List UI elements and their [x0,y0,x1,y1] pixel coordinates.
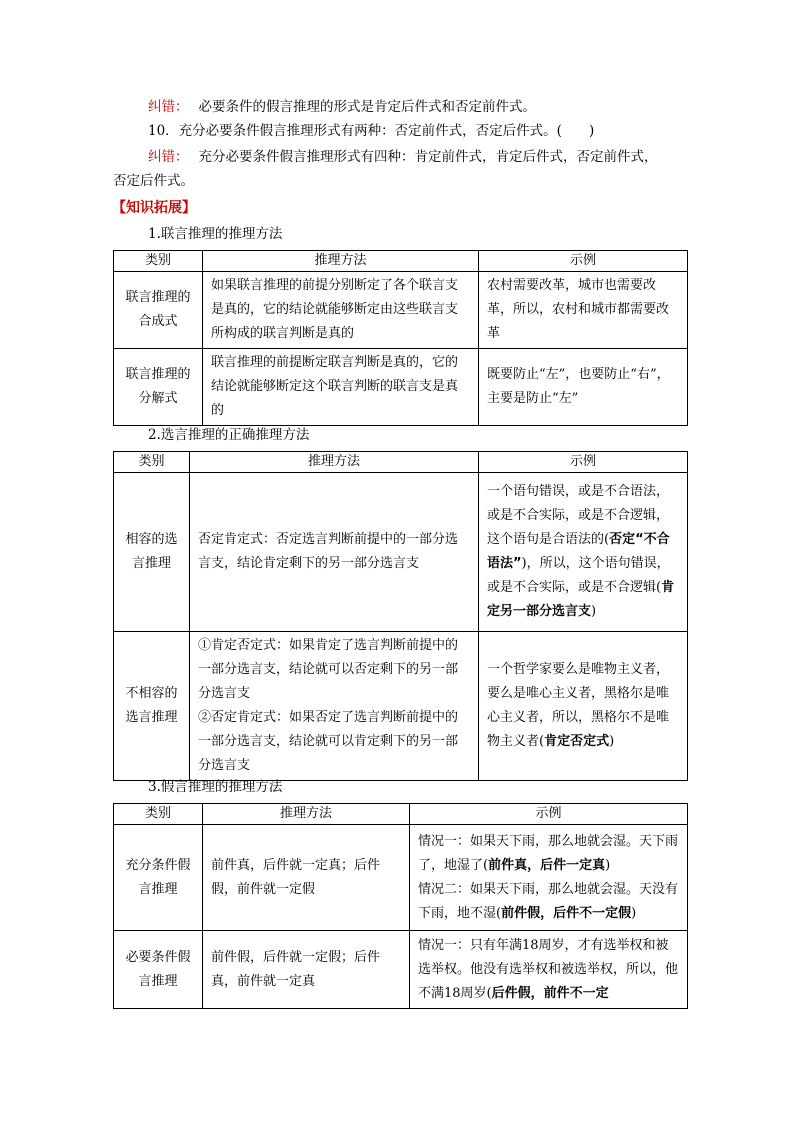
table-row [114,931,688,1009]
correction-text: 充分必要条件假言推理形式有四种：肯定前件式，肯定后件式，否定前件式， [198,149,658,165]
example-text: ) [631,905,637,921]
example-text: 情况一：如果天下雨，那么地就会湿。天下雨了，地湿了( [418,833,679,873]
example-cell [410,825,688,931]
section-heading: 【知识拓展】 [112,200,196,216]
category-cell: 必要条件假言推理 [114,931,203,1009]
example-emphasis: 肯定否定式 [544,734,610,749]
method-item: ②否定肯定式：如果否定了选言判断前提中的一部分选言支，结论就可以肯定剩下的另一部分选言支 [198,710,459,773]
example-emphasis: 否定“不合语法” [487,532,670,571]
example-text: 情况二：如果天下雨，那么地就会湿。天没有下雨，地不湿( [418,881,679,921]
table-row [114,632,688,781]
table-row [114,473,688,632]
example-cell [479,632,688,781]
table-header-row [114,251,688,272]
table-3 [113,803,688,1009]
correction-2 [148,146,658,169]
method-cell: 否定肯定式：否定选言判断前提中的一部分选言支，结论肯定剩下的另一部分选言支 [190,473,479,632]
table-row [114,825,688,931]
category-cell: 联言推理的分解式 [114,349,203,426]
method-cell: 联言推理的前提断定联言判断是真的，它的结论就能够断定这个联言判断的联言支是真的 [203,349,479,426]
method-cell [190,632,479,781]
method-item: ①肯定否定式：如果肯定了选言判断前提中的一部分选言支，结论就可以否定剩下的另一部分选言支 [198,638,459,701]
table-3-title: 3.假言推理的推理方法 [148,779,283,795]
table-row [114,349,688,426]
method-cell: 如果联言推理的前提分别断定了各个联言支是真的，它的结论就能够断定由这些联言支所构成的联言判断是真的 [203,272,479,349]
header-category: 类别 [114,804,203,825]
example-case [418,878,679,926]
category-cell: 联言推理的合成式 [114,272,203,349]
example-emphasis: 前件假，后件不一定假 [501,905,632,921]
example-text: ) [609,734,615,749]
header-method: 推理方法 [203,251,479,272]
correction-label: 纠错： [148,99,189,115]
table-1-title: 1.联言推理的推理方法 [148,226,283,242]
header-example: 示例 [479,251,688,272]
category-cell: 充分条件假言推理 [114,825,203,931]
method-cell: 前件假，后件就一定假；后件真，前件就一定真 [203,931,410,1009]
header-example: 示例 [410,804,688,825]
table-2 [113,451,688,781]
example-emphasis: 后件假，前件不一定 [491,985,609,1001]
example-emphasis: 前件真，后件一定真 [488,857,606,873]
question-10: 10．充分必要条件假言推理形式有两种：否定前件式，否定后件式。( ) [148,123,595,139]
example-text: ) [605,857,611,873]
header-category: 类别 [114,452,190,473]
correction-1 [148,96,536,119]
method-cell: 前件真，后件就一定真；后件假，前件就一定假 [203,825,410,931]
category-cell: 不相容的选言推理 [114,632,190,781]
correction-label: 纠错： [148,149,189,165]
table-1 [113,250,688,426]
example-cell [410,931,688,1009]
category-cell: 相容的选言推理 [114,473,190,632]
header-example: 示例 [479,452,688,473]
header-method: 推理方法 [203,804,410,825]
example-cell: 农村需要改革，城市也需要改革，所以，农村和城市都需要改革 [479,272,688,349]
example-case [418,830,679,878]
example-cell: 既要防止“左”，也要防止“右”，主要是防止“左” [479,349,688,426]
example-emphasis: 肯定另一部分选言支 [487,580,675,619]
example-cell [479,473,688,632]
table-row [114,272,688,349]
example-text: ) [591,604,597,619]
table-header-row [114,804,688,825]
correction-text: 必要条件的假言推理的形式是肯定后件式和否定前件式。 [198,99,536,115]
example-text: 一个哲学家要么是唯物主义者，要么是唯心主义者，黑格尔是唯心主义者，所以，黑格尔不是唯物主义者( [487,662,670,749]
table-header-row [114,452,688,473]
header-method: 推理方法 [190,452,479,473]
example-text: )，所以，这个语句错误，或是不合实际，或是不合逻辑( [487,556,670,595]
example-text: 情况一：只有年满18周岁，才有选举权和被选举权。他没有选举权和被选举权，所以，他不满18周岁( [418,937,679,1001]
correction-2-cont: 否定后件式。 [113,173,194,189]
example-text: 一个语句错误，或是不合语法，或是不合实际，或是不合逻辑，这个语句是合语法的( [487,484,670,547]
table-2-title: 2.选言推理的正确推理方法 [148,427,310,443]
header-category: 类别 [114,251,203,272]
